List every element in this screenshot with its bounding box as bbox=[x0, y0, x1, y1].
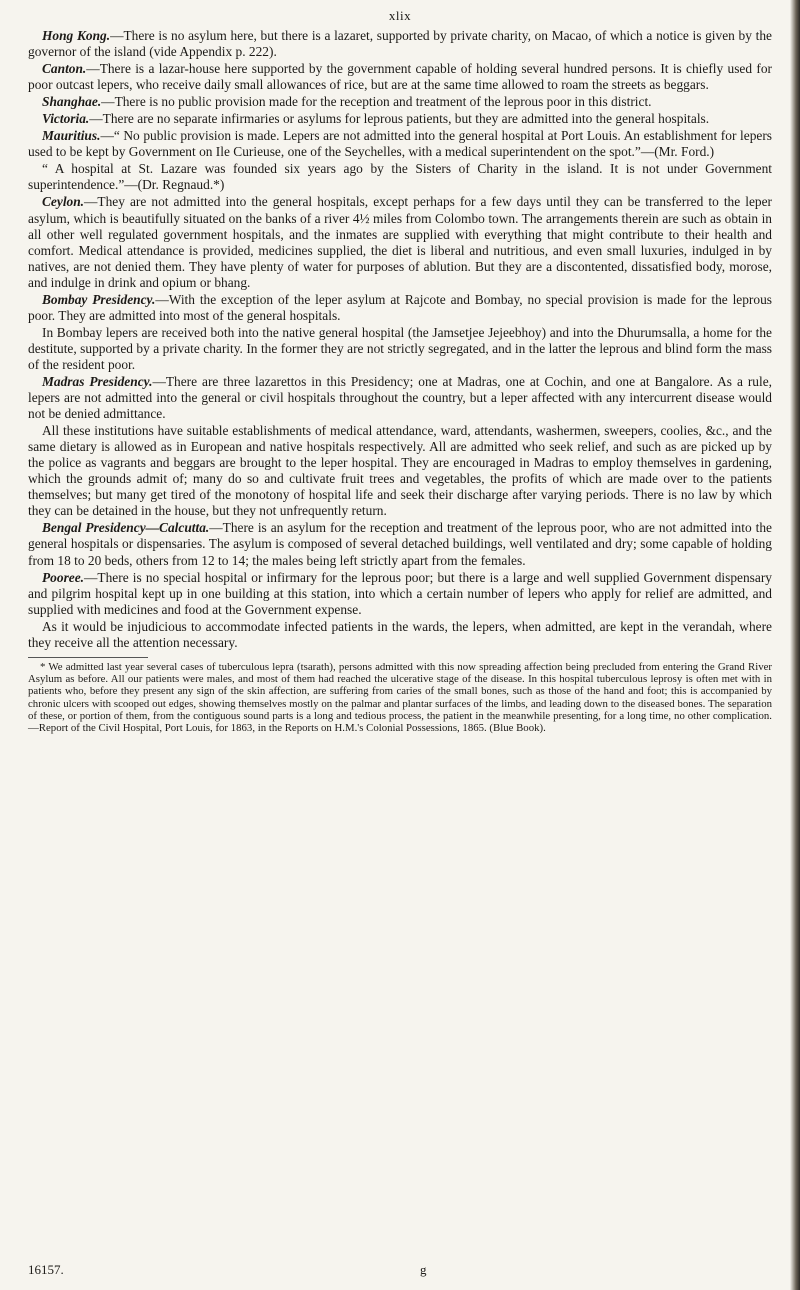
paragraph bbox=[28, 520, 772, 568]
paragraph bbox=[28, 423, 772, 519]
paragraph-text: As it would be injudicious to accommodate infected patients in the wards, the lepers, when admitted, are kept in the verandah, where they receive all the attention necessary. bbox=[28, 618, 772, 650]
paragraph bbox=[28, 94, 772, 110]
paragraph bbox=[28, 28, 772, 60]
paragraph-text: —They are not admitted into the general hospitals, except perhaps for a few days until they can be transferred to the leper asylum, which is beautifully situated on the banks of a river 4½ miles from Colombo town. The arrangements therein are such as obtain in all other well regulated government hospitals, and the inmates are supplied with everything that might contribute to their health and comfort. Medical attendance is provided, medicines supplied, the diet is liberal and nutritious, and even small luxuries, indulged in by natives, are not denied them. They have plenty of water for purposes of ablution. But they are a discontented, dissatisfied body, morose, and indulge in drink and opium or bhang. bbox=[28, 194, 772, 290]
section-heading: Shanghae. bbox=[42, 94, 102, 110]
paragraph bbox=[28, 570, 772, 618]
paragraph-text: —There is a lazar-house here supported by the government capable of holding several hundred persons. It is chiefly used for poor outcast lepers, who receive daily small allowances of rice, but are at the same time allowed to roam the streets as beggars. bbox=[28, 61, 772, 93]
paragraph bbox=[28, 61, 772, 93]
paragraph-text: —There is an asylum for the reception and treatment of the leprous poor, who are not admitted into the general hospitals or dispensaries. The asylum is composed of several detached buildings, well ventilated and dry; some capable of holding from 18 to 20 beds, others from 12 to 14; the males being left strictly apart from the females. bbox=[28, 520, 772, 568]
paragraph bbox=[28, 128, 772, 160]
paragraph-text: —There is no public provision made for the reception and treatment of the leprous poor in this district. bbox=[101, 94, 652, 110]
section-heading: Ceylon. bbox=[42, 194, 85, 210]
section-heading: Bengal Presidency—Calcutta. bbox=[42, 520, 210, 536]
page-footer bbox=[28, 1262, 772, 1280]
paragraph bbox=[28, 194, 772, 290]
paragraph-text: “ A hospital at St. Lazare was founded six years ago by the Sisters of Charity in the island. It is not under Government superintendence.”—(Dr. Regnaud.*) bbox=[28, 161, 772, 193]
section-heading: Mauritius. bbox=[42, 128, 101, 144]
paragraph-text: —There are three lazarettos in this Presidency; one at Madras, one at Cochin, and one at Bangalore. As a rule, lepers are not admitted into the general or civil hospitals throughout the country, but a leper affected with any intercurrent disease would not be denied admittance. bbox=[28, 373, 772, 422]
paragraph bbox=[28, 374, 772, 422]
page-number: xlix bbox=[388, 8, 412, 23]
paragraph-text: All these institutions have suitable establishments of medical attendance, ward, attendants, washermen, sweepers, coolies, &c., and the same dietary is allowed as in European and native hospitals respectively. All are admitted who seek relief, and such as are picked up by the police as vagrants and beggars are brought to the leper hospital. They are encouraged in Madras to employ themselves in gardening, which the grounds admit of; many do so and cultivate fruit trees and vegetables, the profits of which are made over to the patients themselves; but many get tired of the monotony of hospital life and seek their discharge after varying periods. There is no law by which they can be detained in the house, but they not unfrequently return. bbox=[28, 423, 772, 519]
paragraph-text: —“ No public provision is made. Lepers are not admitted into the general hospital at Port Louis. An establishment for lepers used to be kept by Government on Ile Curieuse, one of the Seychelles, with a medical superintendent on the spot.”—(Mr. Ford.) bbox=[28, 128, 772, 160]
paragraph-text: —There is no special hospital or infirmary for the leprous poor; but there is a large and well supplied Government dispensary and pilgrim hospital kept up in one building at this station, into which a certain number of lepers who apply for relief are admitted, and supplied with medicines and food at the Government expense. bbox=[28, 569, 772, 617]
section-heading: Bombay Presidency. bbox=[42, 291, 156, 307]
paragraph bbox=[28, 325, 772, 373]
paragraph bbox=[28, 292, 772, 324]
section-heading: Pooree. bbox=[42, 569, 85, 585]
page-edge-shadow bbox=[790, 0, 800, 1290]
paragraph-text: —With the exception of the leper asylum at Rajcote and Bombay, no special provision is made for the leprous poor. They are admitted into most of the general hospitals. bbox=[28, 291, 772, 323]
section-heading: Canton. bbox=[42, 61, 87, 77]
section-heading: Madras Presidency. bbox=[42, 373, 153, 389]
document-code: 16157. bbox=[28, 1262, 64, 1277]
section-heading: Victoria. bbox=[42, 111, 90, 127]
paragraph-text: —There are no separate infirmaries or asylums for leprous patients, but they are admitted into the general hospitals. bbox=[89, 111, 710, 127]
paragraph bbox=[28, 619, 772, 651]
signature-mark: g bbox=[420, 1262, 427, 1277]
body-text bbox=[28, 28, 772, 651]
paragraph bbox=[28, 111, 772, 127]
section-heading: Hong Kong. bbox=[42, 28, 111, 43]
footnote-rule bbox=[28, 657, 148, 658]
paragraph bbox=[28, 161, 772, 193]
paragraph-text: In Bombay lepers are received both into the native general hospital (the Jamsetjee Jejeebhoy) and into the Dhurumsalla, a home for the destitute, supported by a private charity. In the former they are not strictly segregated, and in the latter the leprous and blind form the mass of the resident poor. bbox=[28, 324, 772, 372]
paragraph-text: —There is no asylum here, but there is a lazaret, supported by private charity, on Macao, of which a notice is given by the governor of the island (vide Appendix p. 222). bbox=[28, 28, 773, 60]
footnote: * We admitted last year several cases of tuberculous lepra (tsarath), persons admitted with this now spreading affection being precluded from entering the Grand River Asylum as before. All our patients were males, and most of them had reached the ulcerative stage of the disease. In this hospital tuberculous leprosy is often met with in patients who, before they present any sign of the skin affection, are suffering from caries of the small bones, such as those of the hand and foot; this is accompanied by chronic ulcers with scooped out edges, showing themselves mostly on the palmar and plantar surfaces of the limbs, and leading down to the diseased bones. The separation of these, or portion of them, from the contiguous sound parts is a long and tedious process, the patient in the meanwhile presenting, for a long time, no other complication.—Report of the Civil Hospital, Port Louis, for 1863, in the Reports on H.M.'s Colonial Possessions, 1865. (Blue Book). bbox=[28, 660, 772, 735]
